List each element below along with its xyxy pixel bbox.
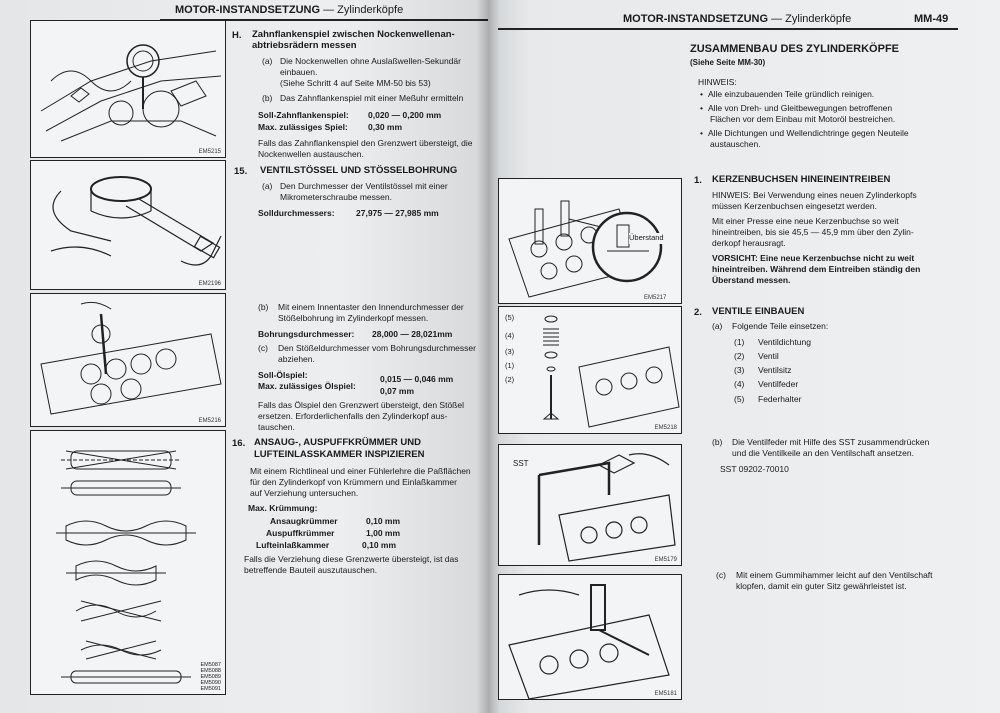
right-header (623, 13, 851, 25)
note-text: Falls die Verziehung diese Grenzwerte übersteigt, ist das (244, 554, 459, 564)
part-name: Ventildichtung (758, 337, 811, 347)
step-text: abziehen. (278, 354, 315, 364)
figure-valve-parts (498, 306, 682, 434)
body-text: HINWEIS: Bei Verwendung eines neuen Zylinderkopfs (712, 190, 917, 200)
spec-value: 28,000 — 28,021mm (372, 329, 453, 339)
bullet-1 (700, 89, 874, 100)
sst-number: SST 09202-70010 (720, 464, 789, 474)
spec-value: 0,015 — 0,046 mm (380, 374, 454, 384)
figure-id: EM5217 (644, 295, 667, 301)
spec-label: Max. zulässiges Ölspiel: (258, 381, 356, 391)
right-page (488, 0, 1000, 713)
figure-manifold-check (30, 430, 226, 695)
note-text: Nockenwellen austauschen. (258, 149, 364, 159)
figure-label-ueberstand: Überstand (629, 233, 664, 242)
figure-valve-drawing (499, 307, 681, 433)
step-1-title: KERZENBUCHSEN HINEINEINTREIBEN (712, 174, 891, 185)
spec-label: Lufteinlaßkammer (256, 540, 330, 550)
spec-label: Bohrungsdurchmesser: (258, 329, 355, 339)
figure-id: EM5087 (200, 662, 221, 668)
bullet-dot: • (700, 89, 703, 99)
figure-id: EM5089 (200, 674, 221, 680)
bullet-text-cont: austauschen. (710, 139, 761, 149)
figure-id: EM5216 (198, 418, 221, 424)
body-text: derkopf herausragt. (712, 238, 786, 248)
part-label-3: (3) (505, 347, 515, 356)
step-text: Folgende Teile einsetzen: (732, 321, 829, 331)
step-text: Mit einem Innentaster den Innendurchmesser der (278, 302, 464, 312)
bullet-dot: • (700, 128, 703, 138)
caution-text: hineintreiben. Während dem Eintreiben ständig den (712, 264, 921, 274)
bullet-text: Alle Dichtungen und Wellendichtringe gegen Neuteile (707, 128, 909, 138)
spec-label: Soll-Zahnflankenspiel: (258, 110, 349, 120)
body-text: für den Zylinderkopf von Krümmern und Einlaßkammer (250, 477, 457, 487)
figure-id: EM5088 (200, 668, 221, 674)
spec-label: Soll-Ölspiel: (258, 370, 308, 380)
hinweis-label: HINWEIS: (698, 77, 737, 87)
note-text: Falls das Zahnflankenspiel den Grenzwert übersteigt, die (258, 138, 473, 148)
figure-tappet-micrometer (30, 160, 226, 290)
figure-backlash-drawing (31, 21, 225, 157)
bullet-2 (700, 103, 892, 114)
spec-value: 0,10 mm (366, 516, 401, 526)
part-label-2: (2) (505, 375, 515, 384)
part-number: (3) (734, 365, 745, 375)
figure-backlash-measurement (30, 20, 226, 158)
section-subtitle: (Siehe Seite MM-30) (690, 58, 766, 67)
spec-value: 27,975 — 27,985 mm (356, 208, 439, 218)
bullet-3 (700, 128, 909, 139)
step-text: Den Stößeldurchmesser vom Bohrungsdurchmesser (278, 343, 476, 353)
figure-bore-drawing (31, 294, 225, 426)
right-header-title: MOTOR-INSTANDSETZUNG (623, 13, 769, 25)
figure-label-sst: SST (513, 459, 529, 468)
section-16-title-line2: LUFTEINLASSKAMMER INSPIZIEREN (254, 449, 425, 460)
left-header-sub: — Zylinderköpfe (323, 4, 404, 16)
figure-hammer-drawing (499, 575, 681, 699)
step-2-number: 2. (694, 307, 702, 318)
part-number: (2) (734, 351, 745, 361)
spec-value: 0,07 mm (380, 386, 415, 396)
bullet-text: Alle von Dreh- und Gleitbewegungen betroffenen (707, 103, 893, 113)
part-name: Ventil (758, 351, 779, 361)
spec-value: 0,020 — 0,200 mm (368, 110, 442, 120)
left-header-title: MOTOR-INSTANDSETZUNG (175, 4, 321, 16)
step-text: Mit einem Gummihammer leicht auf den Ventilschaft (736, 570, 933, 580)
figure-id: EM5215 (198, 149, 221, 155)
spec-value: 0,30 mm (368, 122, 403, 132)
bullet-text-cont: Flächen vor dem Einbau mit Motoröl bestreichen. (710, 114, 896, 124)
figure-spark-plug-sleeve (498, 178, 682, 304)
left-page (0, 0, 488, 713)
body-text: müssen Kerzenbuchsen eingesetzt werden. (712, 201, 877, 211)
figure-id: EM2196 (198, 281, 221, 287)
step-label: (b) (712, 437, 723, 447)
section-h-title-line2: abtriebsrädern messen (252, 40, 357, 51)
part-label-5: (5) (505, 313, 515, 322)
step-text: und die Ventilkeile an den Ventilschaft ansetzen. (732, 448, 914, 458)
body-text: Mit einem Richtlineal und einer Fühlerlehre die Paßflächen (250, 466, 471, 476)
figure-id-list (201, 662, 222, 692)
section-16-title-line1: ANSAUG-, AUSPUFFKRÜMMER UND (254, 437, 421, 448)
step-label: (b) (262, 93, 273, 103)
left-header (175, 4, 403, 16)
spec-label: Solldurchmessers: (258, 208, 335, 218)
part-number: (4) (734, 379, 745, 389)
figure-sst-compress (498, 444, 682, 566)
step-text: Stößelbohrung im Zylinderkopf messen. (278, 313, 429, 323)
section-15-number: 15. (234, 166, 248, 177)
step-1-number: 1. (694, 175, 702, 186)
step-text: Mikrometerschraube messen. (280, 192, 392, 202)
figure-micrometer-drawing (31, 161, 225, 289)
bullet-dot: • (700, 103, 703, 113)
page-number: MM-49 (914, 13, 949, 25)
right-header-rule (498, 28, 958, 30)
part-name: Ventilsitz (758, 365, 792, 375)
note-text: tauschen. (258, 422, 295, 432)
part-name: Ventilfeder (758, 379, 799, 389)
part-number: (1) (734, 337, 745, 347)
body-text: Mit einer Presse eine neue Kerzenbuchse so weit (712, 216, 899, 226)
body-text: hineintreiben, bis sie 45,5 — 45,9 mm über den Zylin- (712, 227, 914, 237)
section-h-title-line1: Zahnflankenspiel zwischen Nockenwellenan- (252, 29, 455, 40)
part-name: Federhalter (758, 394, 802, 404)
step-label: (b) (258, 302, 269, 312)
step-text: Die Ventilfeder mit Hilfe des SST zusammendrücken (732, 437, 930, 447)
figure-id: EM5091 (200, 686, 221, 692)
section-title: ZUSAMMENBAU DES ZYLINDERKÖPFE (690, 43, 900, 55)
note-text: ersetzen. Erforderlichenfalls den Zylinderkopf aus- (258, 411, 448, 421)
part-label-1: (1) (505, 361, 515, 370)
figure-bore-gauge (30, 293, 226, 427)
bullet-text: Alle einzubauenden Teile gründlich reinigen. (707, 89, 875, 99)
step-label: (c) (258, 343, 268, 353)
figure-manifold-drawing (31, 431, 225, 694)
spec-value: 0,10 mm (362, 540, 397, 550)
spec-value: 1,00 mm (366, 528, 401, 538)
step-text: klopfen, damit ein guter Sitz gewährleistet ist. (736, 581, 907, 591)
figure-id: EM5181 (654, 691, 677, 697)
figure-id: EM5218 (654, 425, 677, 431)
step-text: (Siehe Schritt 4 auf Seite MM-50 bis 53) (280, 78, 431, 88)
step-label: (a) (712, 321, 723, 331)
step-label: (c) (716, 570, 726, 580)
figure-rubber-hammer (498, 574, 682, 700)
caution-text: VORSICHT: Eine neue Kerzenbuchse nicht zu weit (712, 253, 915, 263)
part-label-4: (4) (505, 331, 515, 340)
caution-text: Überstand messen. (712, 275, 791, 285)
spec-label: Max. Krümmung: (248, 503, 318, 513)
note-text: betreffende Bauteil auszutauschen. (244, 565, 378, 575)
section-16-number: 16. (232, 438, 246, 449)
figure-id: EM5179 (654, 557, 677, 563)
step-text: Das Zahnflankenspiel mit einer Meßuhr ermitteln (280, 93, 464, 103)
step-text: Den Durchmesser der Ventilstössel mit einer (280, 181, 448, 191)
spec-label: Max. zulässiges Spiel: (258, 122, 348, 132)
step-label: (a) (262, 56, 273, 66)
step-2-title: VENTILE EINBAUEN (712, 306, 805, 317)
figure-id: EM5090 (200, 680, 221, 686)
section-h-letter: H. (232, 30, 242, 41)
step-label: (a) (262, 181, 273, 191)
spec-label: Auspuffkrümmer (266, 528, 335, 538)
right-header-sub: — Zylinderköpfe (771, 13, 852, 25)
book-gutter (476, 0, 500, 713)
step-text: einbauen. (280, 67, 318, 77)
body-text: auf Verziehung untersuchen. (250, 488, 359, 498)
section-15-title: VENTILSTÖSSEL UND STÖSSELBOHRUNG (260, 165, 458, 176)
step-text: Die Nockenwellen ohne Auslaßwellen-Sekundär (280, 56, 461, 66)
note-text: Falls das Ölspiel den Grenzwert übersteigt, den Stößel (258, 400, 464, 410)
spec-label: Ansaugkrümmer (270, 516, 338, 526)
part-number: (5) (734, 394, 745, 404)
